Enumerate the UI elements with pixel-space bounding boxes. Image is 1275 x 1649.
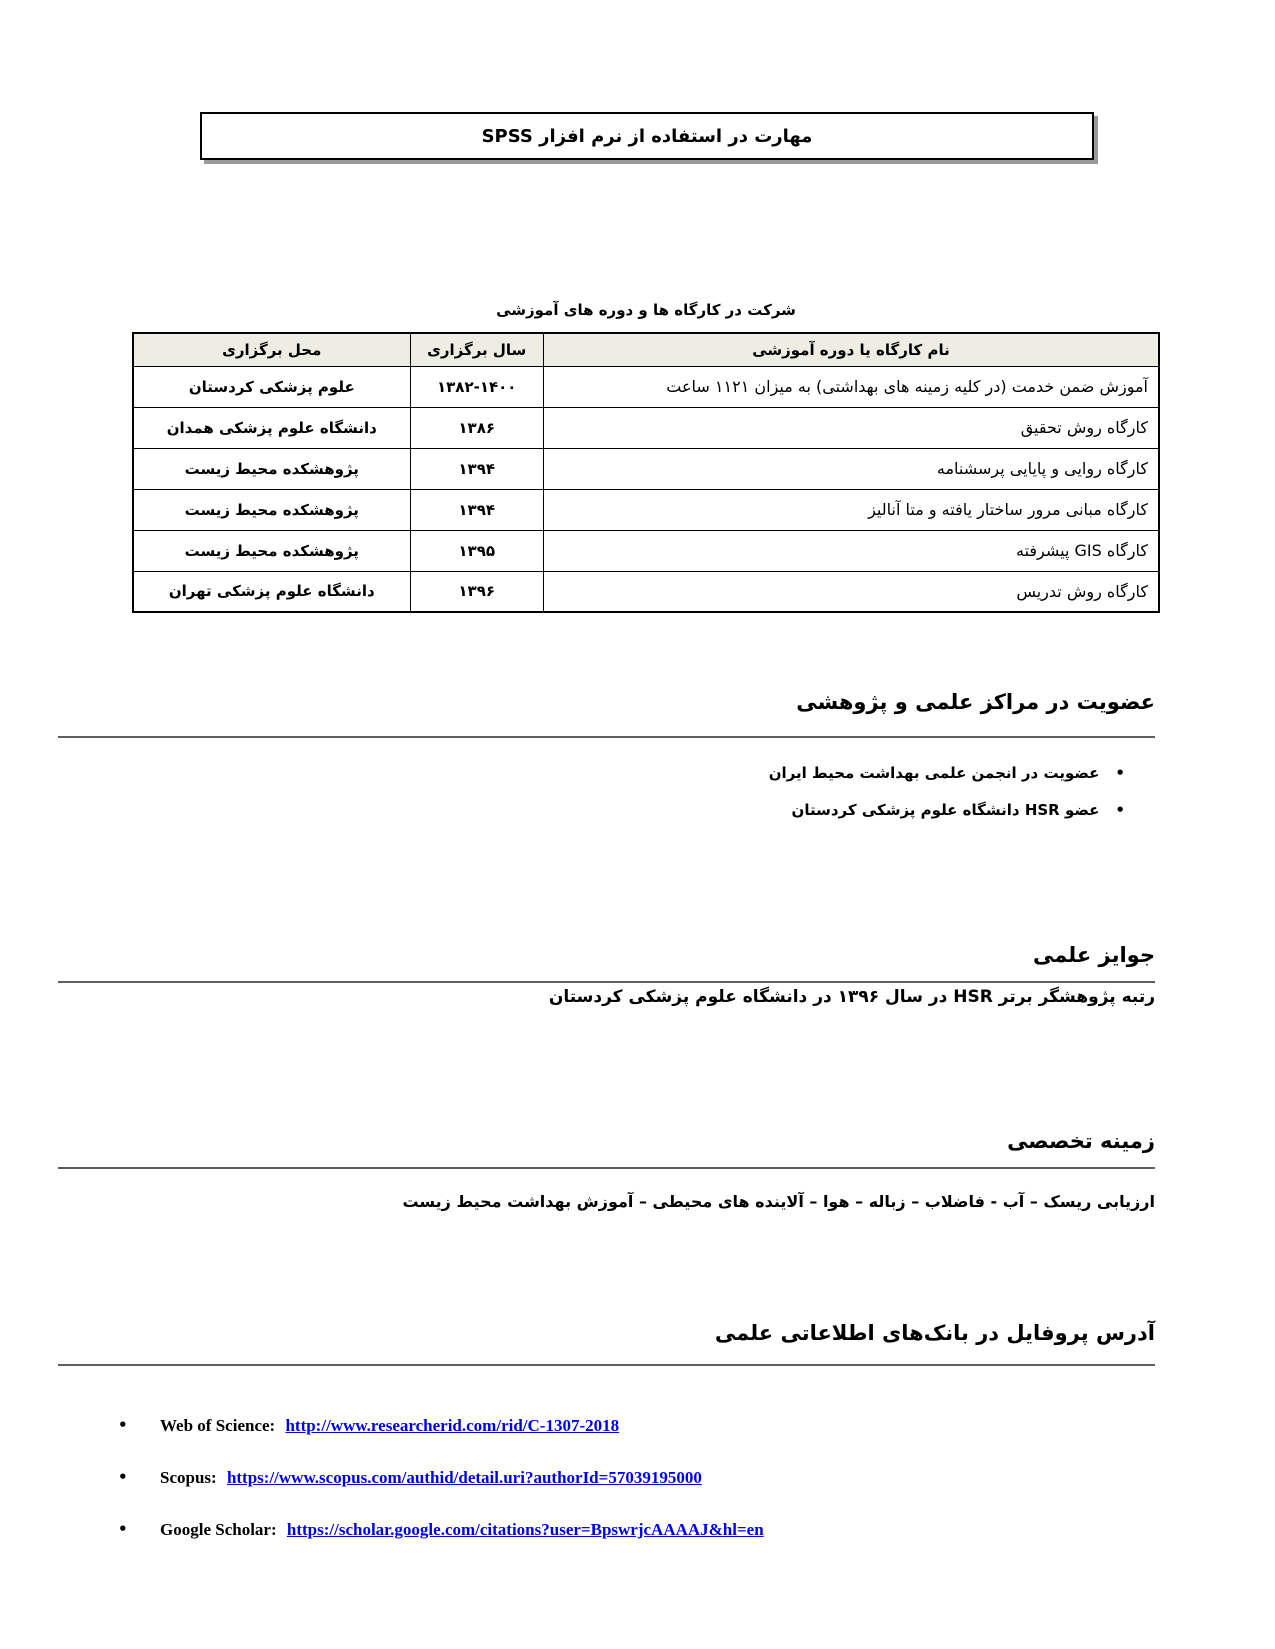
profile-link-url[interactable]: https://www.scopus.com/authid/detail.uri?authorId=57039195000 xyxy=(226,1468,702,1487)
membership-section-title: عضویت در مراکز علمی و پژوهشی xyxy=(796,690,1155,714)
cell-year: ۱۳۹۴ xyxy=(410,448,543,489)
specialty-text: ارزیابی ریسک – آب - فاضلاب – زباله – هوا – آلاینده های محیطی – آموزش بهداشت محیط زیست xyxy=(402,1192,1155,1211)
award-text: رتبه پژوهشگر برتر HSR در سال ۱۳۹۶ در دانشگاه علوم پزشکی کردستان xyxy=(548,987,1155,1007)
table-row xyxy=(133,489,1159,530)
specialty-rule xyxy=(58,1167,1155,1169)
membership-rule xyxy=(58,736,1155,738)
cell-venue: پژوهشکده محیط زیست xyxy=(133,489,410,530)
table-row xyxy=(133,571,1159,612)
membership-item-text: عضو HSR دانشگاه علوم پزشکی کردستان xyxy=(791,801,1100,819)
cell-year: ۱۳۹۴ xyxy=(410,489,543,530)
cell-venue: پژوهشکده محیط زیست xyxy=(133,530,410,571)
profile-links-list xyxy=(118,1416,764,1572)
workshops-table xyxy=(132,332,1160,613)
profiles-section-title: آدرس پروفایل در بانک‌های اطلاعاتی علمی xyxy=(714,1321,1155,1345)
profile-link-url[interactable]: http://www.researcherid.com/rid/C-1307-2018 xyxy=(285,1416,620,1435)
membership-list-item xyxy=(769,795,1125,832)
workshops-table-body xyxy=(133,366,1159,612)
cell-name: کارگاه مبانی مرور ساختار یافته و متا آنالیز xyxy=(543,489,1159,530)
bullet-icon: • xyxy=(118,1520,128,1538)
cell-name: کارگاه GIS پیشرفته xyxy=(543,530,1159,571)
cell-year: ۱۳۸۶ xyxy=(410,407,543,448)
header-workshop-name: نام کارگاه یا دوره آموزشی xyxy=(543,333,1159,366)
profile-link-item xyxy=(118,1468,764,1520)
bullet-icon: • xyxy=(118,1416,128,1434)
cell-venue: دانشگاه علوم پزشکی تهران xyxy=(133,571,410,612)
cell-venue: علوم پزشکی کردستان xyxy=(133,366,410,407)
profile-link-label: Scopus: xyxy=(160,1468,221,1487)
membership-list xyxy=(769,758,1125,832)
profile-link-label: Web of Science: xyxy=(160,1416,280,1435)
table-row xyxy=(133,448,1159,489)
cell-year: ۱۳۸۲-۱۴۰۰ xyxy=(410,366,543,407)
table-row xyxy=(133,530,1159,571)
membership-item-text: عضویت در انجمن علمی بهداشت محیط ایران xyxy=(768,764,1100,782)
profile-link-item xyxy=(118,1416,764,1468)
awards-section-title: جوایز علمی xyxy=(1032,943,1155,967)
table-row xyxy=(133,366,1159,407)
spss-skill-box xyxy=(200,112,1094,160)
cell-name: آموزش ضمن خدمت (در کلیه زمینه های بهداشتی) به میزان ۱۱۲۱ ساعت xyxy=(543,366,1159,407)
cell-year: ۱۳۹۵ xyxy=(410,530,543,571)
profile-link-url[interactable]: https://scholar.google.com/citations?user=BpswrjcAAAAJ&hl=en xyxy=(286,1520,764,1539)
bullet-icon: • xyxy=(1115,801,1125,819)
profile-link-label: Google Scholar: xyxy=(160,1520,281,1539)
workshops-table-caption: شرکت در کارگاه ها و دوره های آموزشی xyxy=(496,301,796,319)
membership-list-item xyxy=(769,758,1125,795)
cell-year: ۱۳۹۶ xyxy=(410,571,543,612)
table-row xyxy=(133,407,1159,448)
cell-name: کارگاه روایی و پایایی پرسشنامه xyxy=(543,448,1159,489)
bullet-icon: • xyxy=(118,1468,128,1486)
table-header-row xyxy=(133,333,1159,366)
cell-venue: پژوهشکده محیط زیست xyxy=(133,448,410,489)
spss-skill-text: مهارت در استفاده از نرم افزار SPSS xyxy=(481,125,813,147)
awards-rule xyxy=(58,981,1155,983)
header-year: سال برگزاری xyxy=(410,333,543,366)
header-venue: محل برگزاری xyxy=(133,333,410,366)
cell-venue: دانشگاه علوم پزشکی همدان xyxy=(133,407,410,448)
bullet-icon: • xyxy=(1115,764,1125,782)
specialty-section-title: زمینه تخصصی xyxy=(1007,1129,1155,1153)
cell-name: کارگاه روش تحقیق xyxy=(543,407,1159,448)
profiles-rule xyxy=(58,1364,1155,1366)
cell-name: کارگاه روش تدریس xyxy=(543,571,1159,612)
profile-link-item xyxy=(118,1520,764,1572)
